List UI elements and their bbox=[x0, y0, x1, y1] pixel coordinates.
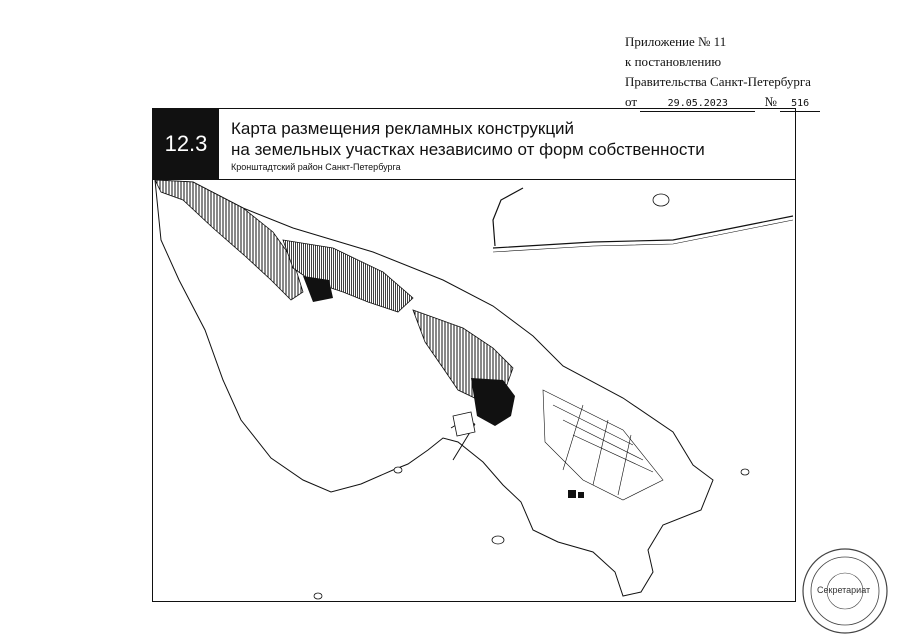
decree-number: 516 bbox=[780, 97, 820, 112]
section-number-badge: 12.3 bbox=[153, 109, 219, 179]
map-title-line-2: на земельных участках независимо от форм собственности bbox=[231, 140, 705, 159]
appendix-line-1: Приложение № 11 bbox=[625, 34, 727, 49]
appendix-block bbox=[625, 32, 820, 112]
islet bbox=[314, 593, 322, 599]
islet bbox=[653, 194, 669, 206]
harbour bbox=[453, 412, 475, 436]
dam-road bbox=[493, 188, 523, 246]
number-label: № bbox=[764, 94, 777, 109]
appendix-line-3: Правительства Санкт-Петербурга bbox=[625, 74, 811, 89]
map-title-line-1: Карта размещения рекламных конструкций bbox=[231, 119, 575, 138]
islet bbox=[741, 469, 749, 475]
decree-date: 29.05.2023 bbox=[640, 97, 755, 112]
islet bbox=[394, 467, 402, 473]
from-label: от bbox=[625, 94, 638, 109]
appendix-line-2: к постановлению bbox=[625, 54, 722, 69]
islet bbox=[492, 536, 504, 544]
map-title bbox=[231, 118, 705, 160]
district-map bbox=[153, 180, 795, 602]
map-sheet bbox=[152, 108, 796, 602]
map-header bbox=[153, 109, 795, 180]
district-subtitle: Кронштадтский район Санкт-Петербурга bbox=[231, 162, 401, 172]
highway bbox=[493, 216, 793, 248]
map-block bbox=[578, 492, 584, 498]
map-block bbox=[568, 490, 576, 498]
seal-label: Секретариат bbox=[817, 585, 871, 595]
